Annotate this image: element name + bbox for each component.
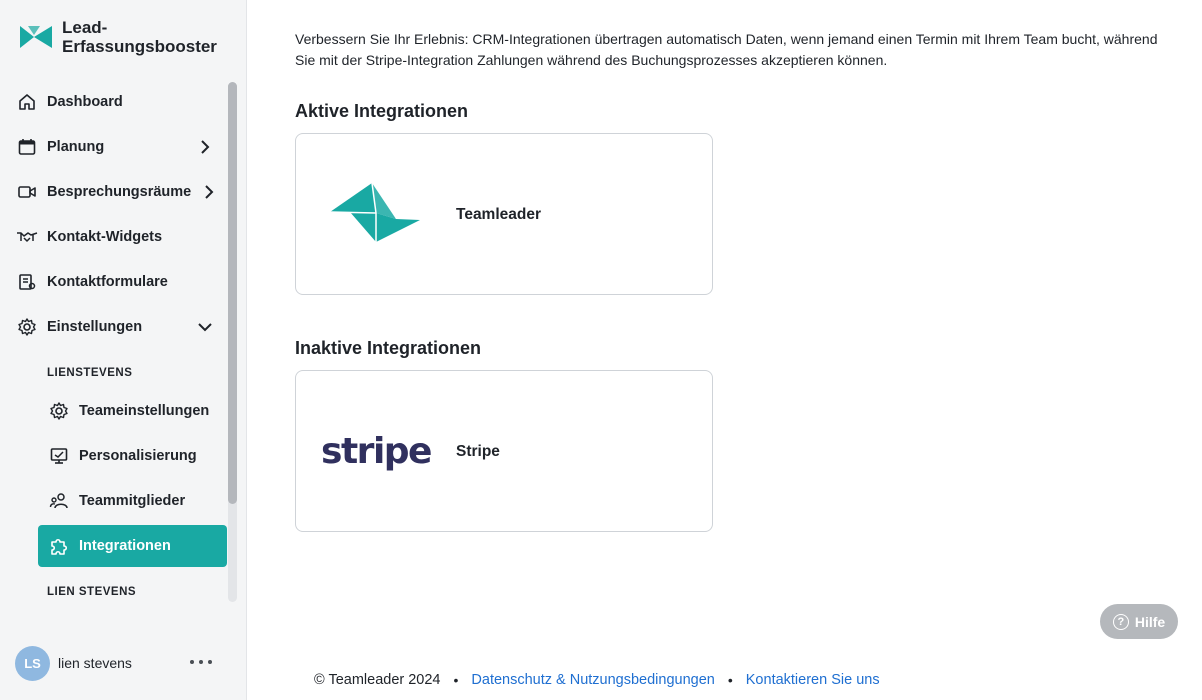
nav-besprechungsraeume[interactable]: [16, 171, 226, 213]
chevron-right-icon[interactable]: [200, 183, 218, 201]
subnav-integrationen[interactable]: [38, 525, 227, 567]
subnav-personalisierung[interactable]: [38, 435, 227, 477]
contact-link[interactable]: Kontaktieren Sie uns: [745, 672, 880, 688]
integration-card-stripe[interactable]: [295, 370, 713, 532]
brand[interactable]: [20, 18, 217, 56]
nav-label: Kontaktformulare: [47, 274, 168, 290]
subnav-teameinstellungen[interactable]: [38, 390, 227, 432]
intro-text: Verbessern Sie Ihr Erlebnis: CRM-Integrationen übertragen automatisch Daten, wenn jemand einen Termin mit Ihrem Team bucht, während Sie mit der Stripe-Integration Zahlungen während des Buchungsprozesses akzeptieren können.: [295, 31, 1158, 68]
nav-kontakt-widgets[interactable]: [16, 216, 226, 258]
section-label-team: LIENSTEVENS: [47, 367, 133, 379]
nav-label: Planung: [47, 139, 105, 155]
sidebar: [0, 0, 247, 700]
footer-separator: •: [453, 672, 459, 688]
gear-icon: [48, 400, 70, 422]
handshake-icon: [16, 226, 38, 248]
user-name: lien stevens: [58, 655, 132, 671]
gear-icon: [16, 316, 38, 338]
home-icon: [16, 91, 38, 113]
integration-name: Stripe: [456, 443, 500, 460]
nav-label: Kontakt-Widgets: [47, 229, 163, 245]
nav-einstellungen[interactable]: [16, 306, 226, 348]
user-profile[interactable]: [15, 646, 215, 680]
copyright: © Teamleader 2024: [314, 672, 441, 688]
subnav-teammitglieder[interactable]: [38, 480, 227, 522]
form-icon: [16, 271, 38, 293]
calendar-icon: [16, 136, 38, 158]
section-label-user: LIEN STEVENS: [47, 586, 137, 598]
subnav-label: Personalisierung: [79, 448, 197, 464]
chevron-down-icon[interactable]: [196, 318, 214, 336]
puzzle-icon: [48, 535, 70, 557]
brand-name: Lead- Erfassungsbooster: [62, 18, 217, 56]
nav-kontaktformulare[interactable]: [16, 261, 226, 303]
integration-card-teamleader[interactable]: [295, 133, 713, 295]
chevron-right-icon[interactable]: [196, 138, 214, 156]
privacy-link[interactable]: Datenschutz & Nutzungsbedingungen: [471, 672, 715, 688]
subnav-label: Integrationen: [79, 538, 171, 554]
subnav-label: Teammitglieder: [79, 493, 186, 509]
subnav-label: Teameinstellungen: [79, 403, 210, 419]
sidebar-scrollbar[interactable]: [228, 82, 237, 504]
active-integrations-title: Aktive Integrationen: [295, 101, 469, 121]
nav-planung[interactable]: [16, 126, 226, 168]
more-options-icon[interactable]: [190, 652, 212, 672]
help-button[interactable]: [1100, 604, 1178, 639]
avatar: LS: [15, 646, 50, 681]
nav-label: Besprechungsräume: [47, 184, 192, 200]
footer-separator: •: [727, 672, 733, 688]
footer: [314, 672, 880, 688]
main-content: [248, 0, 1202, 700]
inactive-integrations-title: Inaktive Integrationen: [295, 338, 482, 358]
lead-booster-logo: [20, 26, 52, 48]
nav-label: Dashboard: [47, 94, 123, 110]
teamleader-logo: [330, 182, 422, 246]
stripe-logo: stripe: [321, 430, 431, 472]
personalize-icon: [48, 445, 70, 467]
integration-name: Teamleader: [456, 206, 542, 223]
question-icon: ?: [1113, 614, 1129, 630]
nav-dashboard[interactable]: [16, 81, 226, 123]
video-icon: [16, 181, 38, 203]
help-label: Hilfe: [1134, 613, 1166, 630]
nav-label: Einstellungen: [47, 319, 143, 335]
team-icon: [48, 490, 70, 512]
